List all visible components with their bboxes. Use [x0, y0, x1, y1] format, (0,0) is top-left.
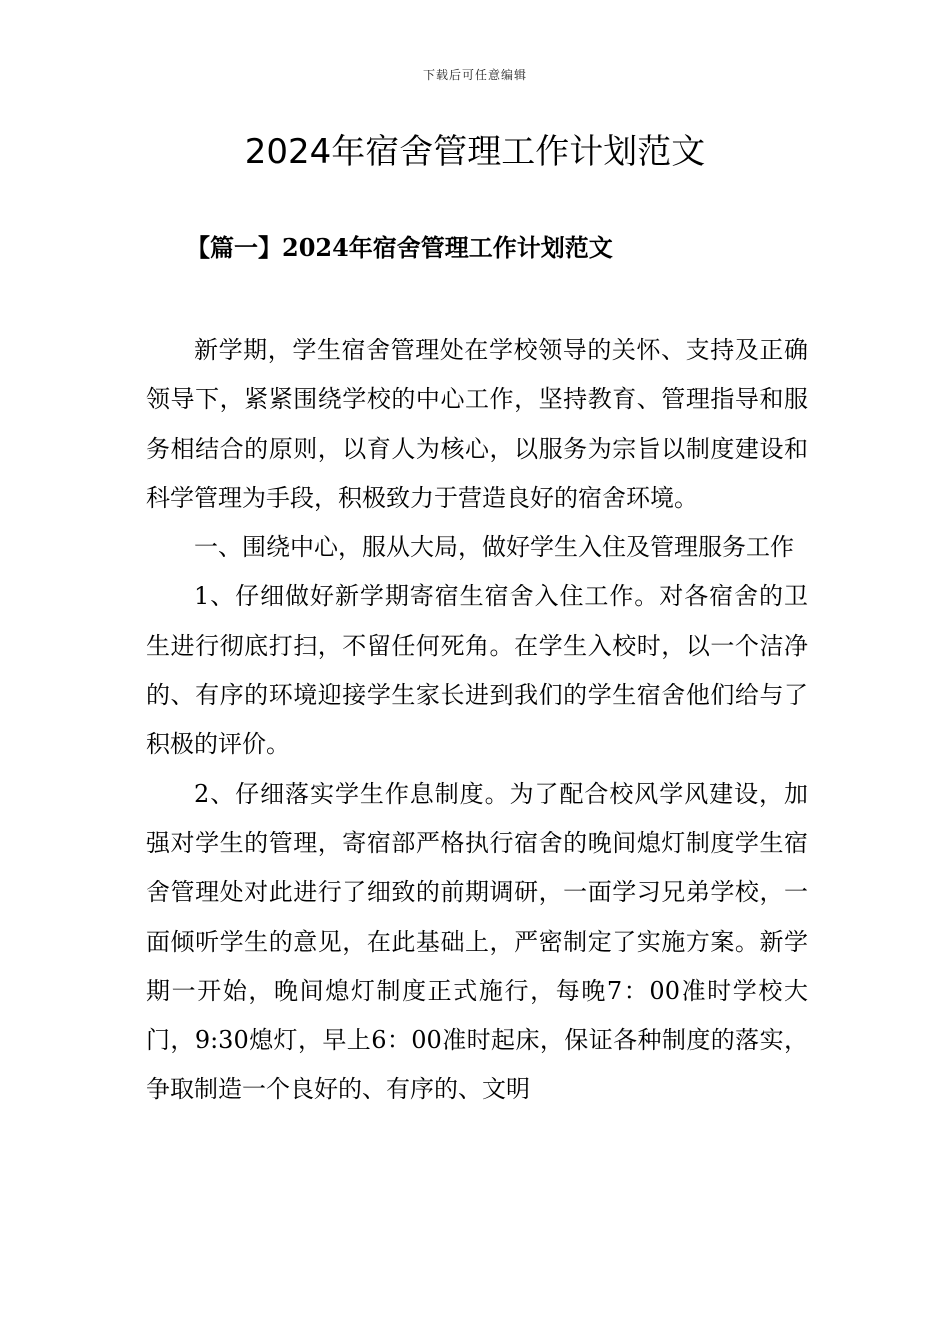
paragraph: 1、仔细做好新学期寄宿生宿舍入住工作。对各宿舍的卫生进行彻底打扫，不留任何死角。在学生入校时，以一个洁净的、有序的环境迎接学生家长进到我们的学生宿舍他们给与了积极的评价。 [146, 582, 808, 759]
header-note: 下载后可任意编辑 [422, 68, 527, 82]
paragraph: 2、仔细落实学生作息制度。为了配合校风学风建设，加强对学生的管理，寄宿部严格执行宿舍的晚间熄灯制度学生宿舍管理处对此进行了细致的前期调研，一面学习兄弟学校，一面倾听学生的意见，在此基础上，严密制定了实施方案。新学期一开始，晚间熄灯制度正式施行，每晚7：00准时学校大门，9:30熄灯，早上6：00准时起床，保证各种制度的落实，争取制造一个良好的、有序的、文明 [146, 779, 808, 1104]
document-body [146, 326, 808, 1115]
paragraph: 一、围绕中心，服从大局，做好学生入住及管理服务工作 [194, 533, 794, 562]
paragraph: 新学期，学生宿舍管理处在学校领导的关怀、支持及正确领导下，紧紧围绕学校的中心工作，坚持教育、管理指导和服务相结合的原则，以育人为核心，以服务为宗旨以制度建设和科学管理为手段，积极致力于营造良好的宿舍环境。 [146, 336, 808, 512]
section-heading: 【篇一】2024年宿舍管理工作计划范文 [186, 233, 613, 262]
document-title: 2024年宿舍管理工作计划范文 [244, 132, 706, 172]
